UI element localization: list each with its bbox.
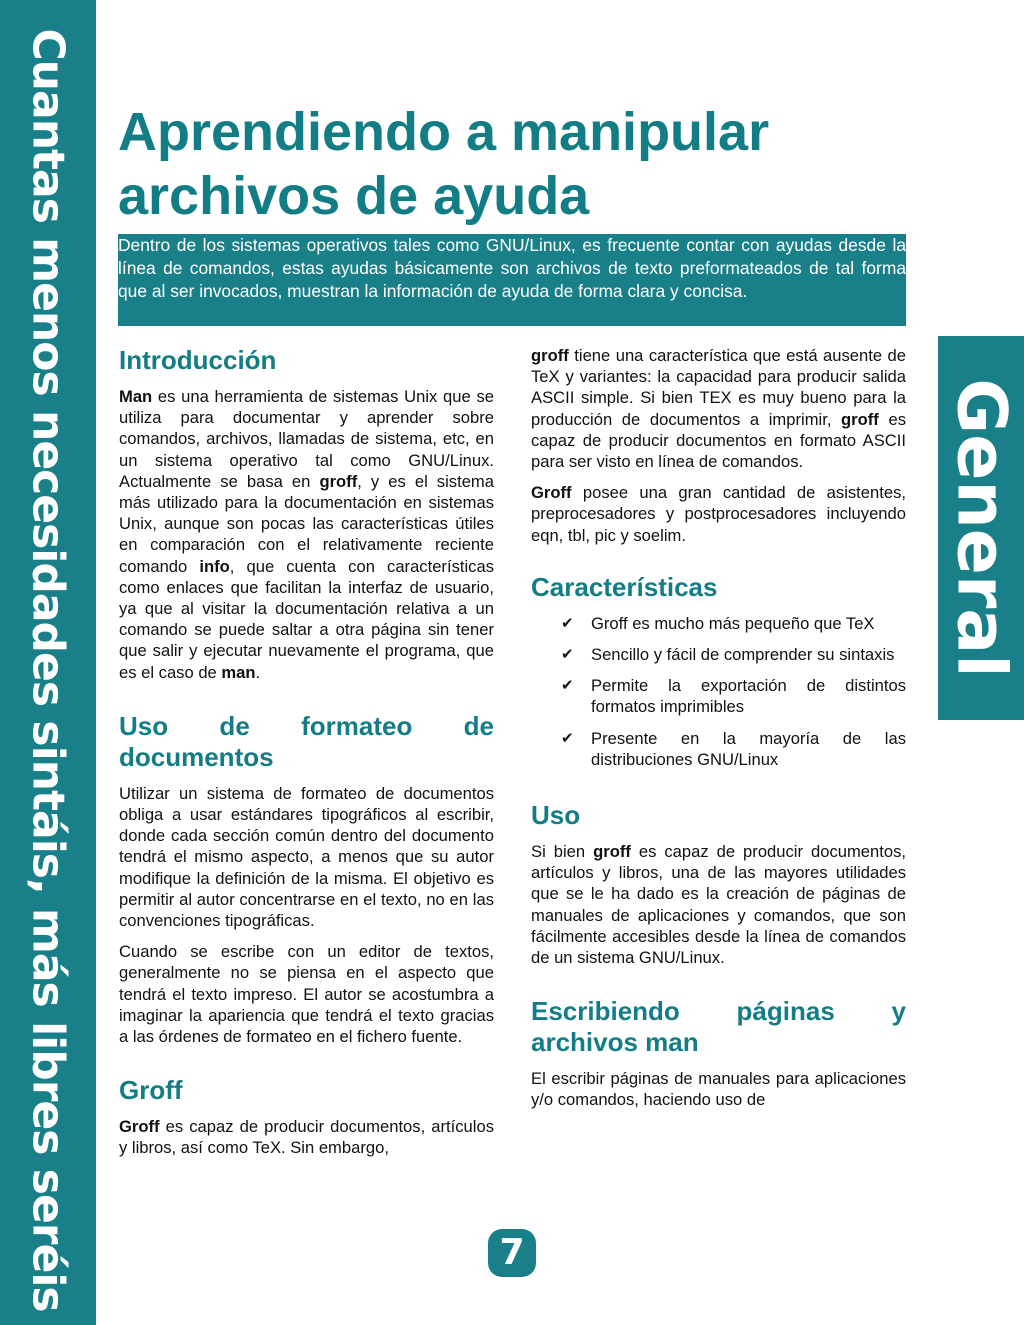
intro-paragraph: Man es una herramienta de sistemas Unix que se utiliza para documentar y aprender sobre comandos, archivos, llamadas de sistema, etc, en un sistema operativo tal como GNU/Linux. Actualmente se basa en groff, y es el sistema más utilizado para la documentación en sistemas Unix, aunque son pocas las características útiles en comparación con el relativamente reciente comando info, que cuenta con características como enlaces que facilitan la interfaz de usuario, ya que al visitar la documentación relativa a un comando se puede saltar a otra página sin tener que salir y ejecutar nuevamente el programa, que es el caso de man. bbox=[119, 387, 494, 682]
list-item: ✔ Sencillo y fácil de comprender su sintaxis bbox=[561, 645, 895, 665]
list-item: ✔ Presente en la mayoría de las distribuciones GNU/Linux bbox=[561, 728, 906, 769]
formateo-paragraph-1: Utilizar un sistema de formateo de documentos obliga a usar estándares tipográficos al escribir, donde cada sección común dentro del documento tendrá el mismo aspecto, a menos que su autor modifique la definición de la misma. El objetivo es permitir al autor concentrarse en el texto, no en las convenciones tipográficas. bbox=[119, 783, 494, 931]
section-tab-label: General bbox=[941, 378, 1021, 678]
escribiendo-paragraph: El escribir páginas de manuales para aplicaciones y/o comandos, haciendo uso de bbox=[531, 1069, 906, 1110]
formateo-paragraph-2: Cuando se escribe con un editor de textos, generalmente no se piensa en el aspecto que tendrá el texto impreso. El autor se acostumbra a imaginar la apariencia que tendrá el texto gracias a las órdenes de formateo en el fichero fuente. bbox=[119, 942, 494, 1047]
list-item: ✔ Permite la exportación de distintos formatos imprimibles bbox=[561, 676, 906, 717]
list-item: ✔ Groff es mucho más pequeño que TeX bbox=[561, 613, 875, 633]
features-list bbox=[531, 613, 906, 770]
groff-heading: Groff bbox=[119, 1075, 183, 1106]
side-banner-text: Cuantas menos necesidades sintáis, más libres seréis bbox=[22, 28, 74, 1312]
check-icon: ✔ bbox=[561, 728, 574, 747]
check-icon: ✔ bbox=[561, 613, 574, 632]
check-icon: ✔ bbox=[561, 676, 574, 695]
uso-paragraph: Si bien groff es capaz de producir documentos, artículos y libros, una de las mayores utilidades que se le ha dado es la creación de páginas de manuales de aplicaciones y comandos, que son fácilmente accesibles desde la línea de comandos de un sistema GNU/Linux. bbox=[531, 842, 906, 968]
groff-paragraph-cont: groff tiene una característica que está ausente de TeX y variantes: la capacidad para producir salida ASCII simple. Si bien TEX es muy bueno para la producción de documentos a imprimir, groff es capaz de producir documentos en formato ASCII para ser visto en línea de comandos. bbox=[531, 346, 906, 472]
left-column bbox=[119, 345, 494, 1169]
caracteristicas-heading: Características bbox=[531, 571, 718, 602]
check-icon: ✔ bbox=[561, 645, 574, 664]
formateo-heading: Uso de formateo de documentos bbox=[119, 710, 494, 772]
lead-paragraph: Dentro de los sistemas operativos tales como GNU/Linux, es frecuente contar con ayudas desde la línea de comandos, estas ayudas básicamente son archivos de texto preformateados de tal forma que al ser invocados, muestran la información de ayuda de forma clara y concisa. bbox=[118, 234, 906, 326]
intro-heading: Introducción bbox=[119, 345, 277, 375]
page-number: 7 bbox=[488, 1229, 536, 1277]
page-title: Aprendiendo a manipular archivos de ayuda bbox=[118, 102, 770, 226]
groff-paragraph-2: Groff posee una gran cantidad de asistentes, preprocesadores y postprocesadores incluyendo eqn, tbl, pic y soelim. bbox=[531, 483, 906, 545]
uso-heading: Uso bbox=[531, 800, 581, 831]
groff-paragraph: Groff es capaz de producir documentos, artículos y libros, así como TeX. Sin embargo, bbox=[119, 1117, 494, 1158]
right-column bbox=[531, 345, 906, 1121]
escribiendo-heading: Escribiendo páginas y archivos man bbox=[531, 996, 906, 1058]
